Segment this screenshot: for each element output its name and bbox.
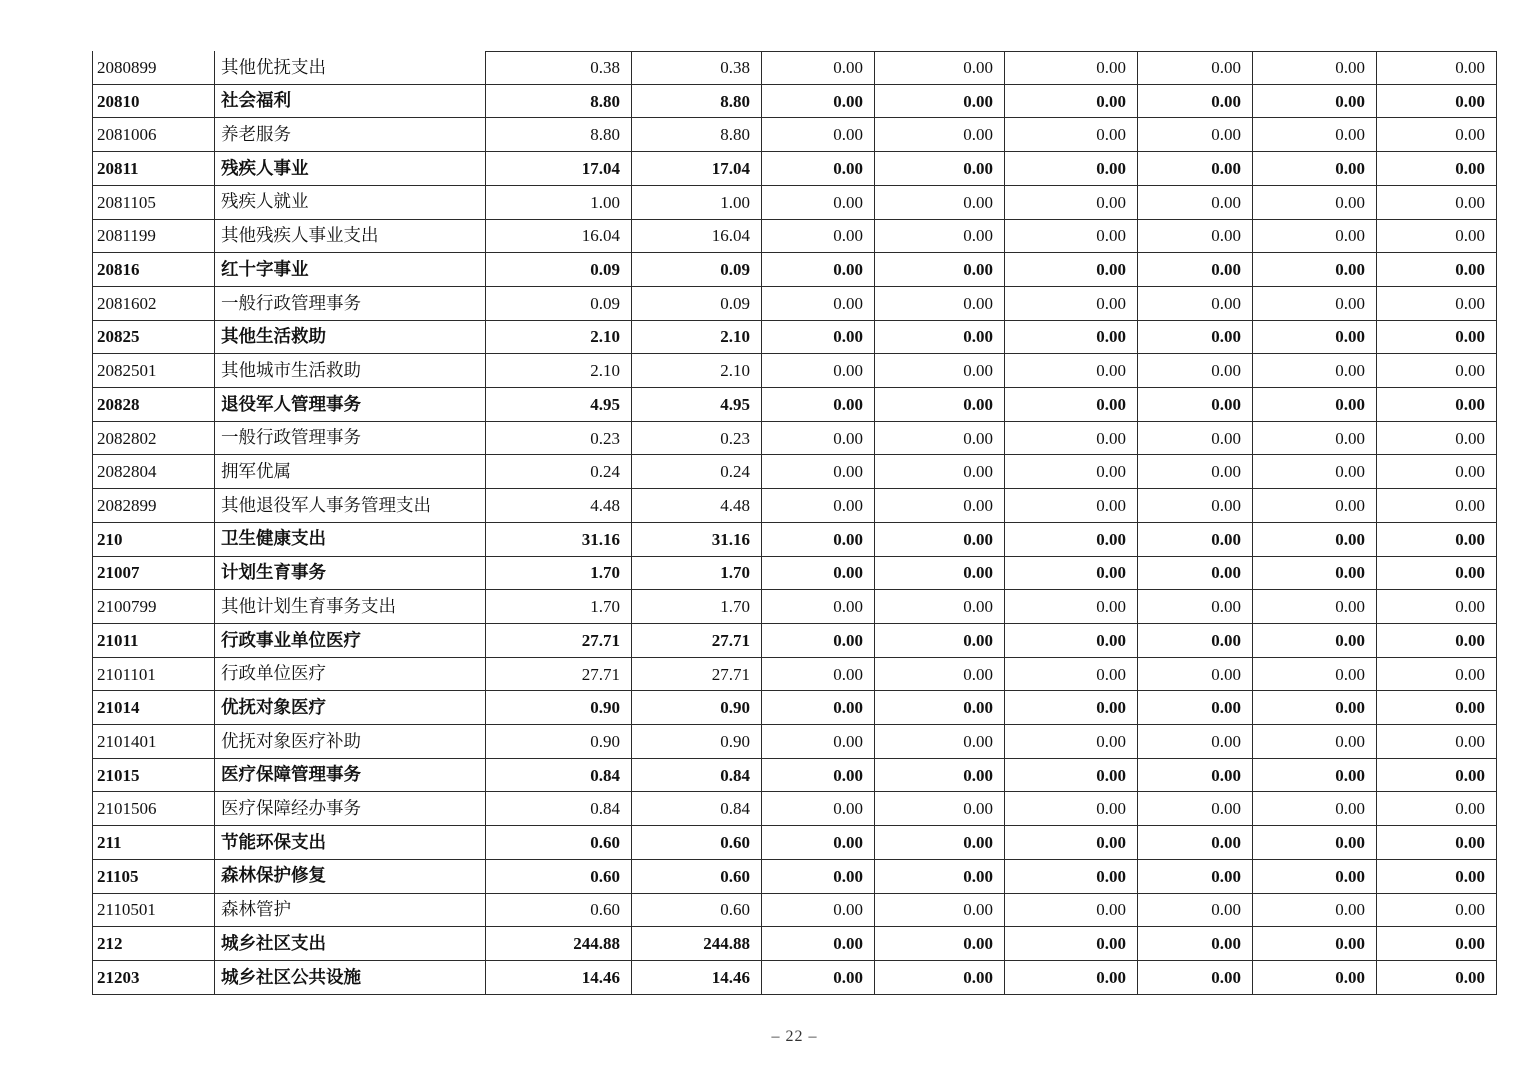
- row-value: 0.00: [762, 759, 875, 793]
- row-value: 0.84: [632, 792, 762, 826]
- row-value: 0.00: [875, 759, 1005, 793]
- row-value: 17.04: [632, 152, 762, 186]
- row-value: 0.00: [875, 51, 1005, 85]
- row-value: 0.00: [1377, 186, 1497, 220]
- row-value: 27.71: [486, 624, 632, 658]
- row-value: 0.00: [1138, 85, 1253, 119]
- row-value: 0.24: [632, 455, 762, 489]
- row-value: 0.00: [762, 961, 875, 995]
- row-value: 0.00: [1253, 927, 1377, 961]
- row-value: 0.00: [1005, 85, 1138, 119]
- row-name: 行政单位医疗: [215, 658, 486, 692]
- row-value: 0.00: [1138, 388, 1253, 422]
- row-value: 0.00: [1377, 725, 1497, 759]
- row-value: 0.00: [1377, 860, 1497, 894]
- row-value: 0.00: [1377, 220, 1497, 254]
- row-code: 2080899: [92, 51, 215, 85]
- row-value: 0.00: [875, 422, 1005, 456]
- row-name: 一般行政管理事务: [215, 287, 486, 321]
- row-value: 0.00: [875, 287, 1005, 321]
- row-value: 0.00: [875, 961, 1005, 995]
- row-value: 0.00: [762, 927, 875, 961]
- row-code: 2101401: [92, 725, 215, 759]
- row-value: 14.46: [632, 961, 762, 995]
- row-value: 0.00: [1253, 220, 1377, 254]
- row-code: 21011: [92, 624, 215, 658]
- row-name: 其他城市生活救助: [215, 354, 486, 388]
- row-value: 0.00: [1138, 51, 1253, 85]
- row-value: 0.00: [1377, 152, 1497, 186]
- row-value: 0.00: [875, 85, 1005, 119]
- row-value: 0.60: [486, 894, 632, 928]
- row-value: 0.00: [1138, 725, 1253, 759]
- row-name: 其他优抚支出: [215, 51, 486, 85]
- row-value: 0.00: [875, 590, 1005, 624]
- row-value: 0.60: [632, 826, 762, 860]
- row-value: 31.16: [486, 523, 632, 557]
- row-value: 16.04: [486, 220, 632, 254]
- row-value: 0.00: [1253, 860, 1377, 894]
- row-value: 0.00: [875, 118, 1005, 152]
- row-value: 0.00: [1253, 523, 1377, 557]
- row-name: 优抚对象医疗补助: [215, 725, 486, 759]
- row-code: 21105: [92, 860, 215, 894]
- row-value: 0.00: [1138, 759, 1253, 793]
- row-value: 16.04: [632, 220, 762, 254]
- row-value: 0.00: [875, 826, 1005, 860]
- row-value: 0.38: [632, 51, 762, 85]
- row-value: 0.00: [875, 186, 1005, 220]
- row-value: 0.90: [486, 725, 632, 759]
- row-code: 2082899: [92, 489, 215, 523]
- row-value: 0.00: [875, 725, 1005, 759]
- row-value: 0.00: [1253, 624, 1377, 658]
- row-value: 0.00: [1138, 455, 1253, 489]
- row-value: 0.00: [762, 220, 875, 254]
- row-value: 0.00: [762, 557, 875, 591]
- row-value: 0.00: [1253, 759, 1377, 793]
- row-value: 0.00: [1253, 658, 1377, 692]
- row-value: 0.00: [875, 455, 1005, 489]
- row-value: 0.00: [1138, 186, 1253, 220]
- row-value: 0.00: [1377, 590, 1497, 624]
- row-value: 0.00: [875, 388, 1005, 422]
- row-code: 2081602: [92, 287, 215, 321]
- row-value: 0.00: [1253, 118, 1377, 152]
- row-name: 行政事业单位医疗: [215, 624, 486, 658]
- row-code: 2081006: [92, 118, 215, 152]
- row-value: 0.00: [875, 489, 1005, 523]
- row-value: 1.70: [632, 590, 762, 624]
- row-value: 0.00: [762, 388, 875, 422]
- row-value: 0.00: [762, 354, 875, 388]
- row-value: 0.00: [762, 691, 875, 725]
- row-value: 0.00: [1005, 118, 1138, 152]
- row-code: 20828: [92, 388, 215, 422]
- row-name: 森林保护修复: [215, 860, 486, 894]
- row-value: 0.00: [1377, 658, 1497, 692]
- row-value: 0.00: [1377, 624, 1497, 658]
- row-value: 0.00: [1377, 455, 1497, 489]
- row-value: 0.00: [875, 557, 1005, 591]
- row-name: 城乡社区公共设施: [215, 961, 486, 995]
- row-value: 0.00: [875, 860, 1005, 894]
- row-value: 0.00: [1253, 792, 1377, 826]
- row-value: 0.00: [1138, 557, 1253, 591]
- row-name: 残疾人就业: [215, 186, 486, 220]
- row-value: 0.00: [1138, 927, 1253, 961]
- row-value: 8.80: [486, 85, 632, 119]
- row-value: 0.00: [1138, 624, 1253, 658]
- row-value: 0.00: [1138, 422, 1253, 456]
- row-name: 医疗保障管理事务: [215, 759, 486, 793]
- row-value: 0.60: [486, 826, 632, 860]
- row-value: 0.00: [1005, 354, 1138, 388]
- row-value: 0.00: [762, 152, 875, 186]
- row-value: 0.00: [1377, 287, 1497, 321]
- row-value: 0.00: [1005, 422, 1138, 456]
- row-code: 20810: [92, 85, 215, 119]
- row-code: 2081105: [92, 186, 215, 220]
- row-value: 0.90: [632, 691, 762, 725]
- row-value: 0.00: [1005, 455, 1138, 489]
- row-value: 0.00: [1253, 85, 1377, 119]
- row-value: 0.09: [486, 287, 632, 321]
- row-value: 0.00: [762, 658, 875, 692]
- row-value: 0.00: [1377, 557, 1497, 591]
- row-value: 2.10: [486, 321, 632, 355]
- row-value: 0.00: [1377, 85, 1497, 119]
- row-value: 0.00: [1253, 388, 1377, 422]
- row-name: 养老服务: [215, 118, 486, 152]
- row-value: 1.70: [632, 557, 762, 591]
- row-value: 0.00: [1005, 523, 1138, 557]
- row-value: 0.00: [875, 321, 1005, 355]
- row-name: 其他计划生育事务支出: [215, 590, 486, 624]
- row-value: 244.88: [632, 927, 762, 961]
- row-value: 0.38: [486, 51, 632, 85]
- row-value: 0.00: [875, 354, 1005, 388]
- row-value: 0.00: [1005, 557, 1138, 591]
- row-value: 0.00: [762, 826, 875, 860]
- row-value: 0.00: [1253, 590, 1377, 624]
- row-value: 0.00: [1005, 220, 1138, 254]
- row-name: 森林管护: [215, 894, 486, 928]
- row-name: 其他生活救助: [215, 321, 486, 355]
- row-value: 0.00: [1138, 860, 1253, 894]
- row-name: 一般行政管理事务: [215, 422, 486, 456]
- row-value: 4.48: [632, 489, 762, 523]
- row-code: 20816: [92, 253, 215, 287]
- row-value: 0.00: [1005, 152, 1138, 186]
- row-value: 0.00: [875, 894, 1005, 928]
- row-value: 0.00: [1005, 51, 1138, 85]
- row-value: 8.80: [632, 85, 762, 119]
- row-value: 0.00: [1138, 118, 1253, 152]
- page-number: – 22 –: [771, 1028, 818, 1045]
- row-value: 14.46: [486, 961, 632, 995]
- row-value: 0.00: [1005, 691, 1138, 725]
- row-value: 0.00: [1253, 253, 1377, 287]
- row-value: 0.00: [1138, 321, 1253, 355]
- row-value: 0.00: [762, 186, 875, 220]
- row-value: 0.00: [1377, 253, 1497, 287]
- row-value: 0.00: [762, 455, 875, 489]
- row-value: 0.84: [486, 792, 632, 826]
- row-code: 2101101: [92, 658, 215, 692]
- row-value: 0.00: [1377, 321, 1497, 355]
- row-value: 0.00: [1253, 51, 1377, 85]
- row-code: 2082804: [92, 455, 215, 489]
- row-value: 0.23: [632, 422, 762, 456]
- row-value: 0.00: [1005, 759, 1138, 793]
- row-value: 0.60: [632, 860, 762, 894]
- row-value: 0.00: [1138, 590, 1253, 624]
- row-value: 0.00: [1005, 658, 1138, 692]
- row-value: 0.00: [1253, 725, 1377, 759]
- row-value: 0.09: [486, 253, 632, 287]
- row-value: 0.00: [1138, 489, 1253, 523]
- row-value: 0.00: [762, 118, 875, 152]
- row-value: 0.00: [1005, 792, 1138, 826]
- row-value: 0.00: [875, 624, 1005, 658]
- row-code: 210: [92, 523, 215, 557]
- row-value: 0.00: [1138, 826, 1253, 860]
- row-value: 0.00: [875, 152, 1005, 186]
- row-name: 节能环保支出: [215, 826, 486, 860]
- row-value: 17.04: [486, 152, 632, 186]
- row-name: 其他残疾人事业支出: [215, 220, 486, 254]
- row-value: 0.00: [1253, 489, 1377, 523]
- row-value: 0.00: [1253, 894, 1377, 928]
- row-value: 0.00: [875, 927, 1005, 961]
- row-value: 4.95: [486, 388, 632, 422]
- row-value: 0.00: [1005, 287, 1138, 321]
- row-name: 医疗保障经办事务: [215, 792, 486, 826]
- row-value: 0.00: [762, 253, 875, 287]
- row-value: 1.70: [486, 590, 632, 624]
- row-value: 0.00: [762, 489, 875, 523]
- row-value: 31.16: [632, 523, 762, 557]
- row-value: 0.00: [1377, 354, 1497, 388]
- budget-table: [92, 51, 1497, 995]
- row-code: 2081199: [92, 220, 215, 254]
- row-value: 0.00: [1377, 961, 1497, 995]
- row-code: 21015: [92, 759, 215, 793]
- row-value: 0.00: [1138, 253, 1253, 287]
- row-value: 0.00: [762, 792, 875, 826]
- row-value: 0.00: [762, 590, 875, 624]
- row-value: 0.00: [1138, 152, 1253, 186]
- row-value: 0.00: [762, 523, 875, 557]
- row-value: 2.10: [632, 354, 762, 388]
- row-name: 残疾人事业: [215, 152, 486, 186]
- row-value: 0.00: [1005, 927, 1138, 961]
- row-value: 0.00: [762, 624, 875, 658]
- row-value: 8.80: [486, 118, 632, 152]
- row-value: 0.00: [1377, 691, 1497, 725]
- row-value: 0.00: [1005, 388, 1138, 422]
- row-value: 0.00: [1253, 422, 1377, 456]
- row-name: 拥军优属: [215, 455, 486, 489]
- row-name: 红十字事业: [215, 253, 486, 287]
- row-value: 0.84: [486, 759, 632, 793]
- row-code: 21203: [92, 961, 215, 995]
- row-value: 0.90: [486, 691, 632, 725]
- row-value: 0.00: [1377, 894, 1497, 928]
- row-code: 2110501: [92, 894, 215, 928]
- row-value: 0.00: [1005, 725, 1138, 759]
- row-value: 0.00: [1005, 253, 1138, 287]
- row-value: 0.00: [1138, 287, 1253, 321]
- row-value: 1.00: [486, 186, 632, 220]
- row-name: 优抚对象医疗: [215, 691, 486, 725]
- row-value: 0.00: [762, 725, 875, 759]
- row-value: 0.00: [1253, 691, 1377, 725]
- row-value: 0.00: [1377, 826, 1497, 860]
- row-name: 城乡社区支出: [215, 927, 486, 961]
- row-value: 0.00: [875, 220, 1005, 254]
- row-value: 0.00: [1377, 51, 1497, 85]
- row-value: 0.00: [1138, 691, 1253, 725]
- row-value: 0.00: [762, 51, 875, 85]
- row-value: 0.00: [1253, 321, 1377, 355]
- row-value: 0.00: [1377, 927, 1497, 961]
- row-value: 2.10: [486, 354, 632, 388]
- row-code: 212: [92, 927, 215, 961]
- row-value: 27.71: [486, 658, 632, 692]
- row-value: 8.80: [632, 118, 762, 152]
- row-value: 0.00: [1253, 287, 1377, 321]
- row-value: 1.70: [486, 557, 632, 591]
- row-value: 0.00: [1005, 489, 1138, 523]
- row-value: 0.00: [875, 658, 1005, 692]
- row-value: 0.00: [1253, 455, 1377, 489]
- row-value: 0.00: [762, 287, 875, 321]
- row-name: 卫生健康支出: [215, 523, 486, 557]
- row-value: 0.00: [875, 253, 1005, 287]
- row-value: 0.00: [1005, 590, 1138, 624]
- row-code: 211: [92, 826, 215, 860]
- row-value: 0.00: [1005, 860, 1138, 894]
- row-value: 0.00: [1253, 152, 1377, 186]
- row-value: 0.00: [1377, 489, 1497, 523]
- row-value: 0.00: [762, 85, 875, 119]
- row-value: 0.00: [1138, 354, 1253, 388]
- row-value: 2.10: [632, 321, 762, 355]
- row-value: 0.00: [762, 422, 875, 456]
- row-value: 244.88: [486, 927, 632, 961]
- row-value: 0.00: [1005, 894, 1138, 928]
- row-name: 退役军人管理事务: [215, 388, 486, 422]
- row-name: 计划生育事务: [215, 557, 486, 591]
- row-name: 社会福利: [215, 85, 486, 119]
- row-value: 0.00: [1377, 759, 1497, 793]
- row-value: 4.95: [632, 388, 762, 422]
- row-value: 1.00: [632, 186, 762, 220]
- row-code: 2101506: [92, 792, 215, 826]
- row-value: 0.00: [1253, 557, 1377, 591]
- row-value: 0.00: [1377, 118, 1497, 152]
- row-value: 0.00: [1253, 961, 1377, 995]
- row-value: 0.00: [1138, 523, 1253, 557]
- row-value: 0.00: [1377, 388, 1497, 422]
- row-code: 2082501: [92, 354, 215, 388]
- row-value: 0.60: [486, 860, 632, 894]
- row-code: 2082802: [92, 422, 215, 456]
- row-value: 0.00: [1138, 220, 1253, 254]
- row-value: 0.24: [486, 455, 632, 489]
- row-value: 0.00: [1138, 792, 1253, 826]
- row-value: 27.71: [632, 658, 762, 692]
- row-value: 0.00: [875, 792, 1005, 826]
- row-code: 21014: [92, 691, 215, 725]
- row-code: 2100799: [92, 590, 215, 624]
- row-value: 0.00: [1138, 658, 1253, 692]
- row-value: 0.00: [1253, 354, 1377, 388]
- row-value: 0.00: [1138, 961, 1253, 995]
- row-value: 0.00: [1138, 894, 1253, 928]
- row-value: 0.00: [1377, 792, 1497, 826]
- row-code: 20825: [92, 321, 215, 355]
- row-name: 其他退役军人事务管理支出: [215, 489, 486, 523]
- row-value: 27.71: [632, 624, 762, 658]
- row-value: 0.00: [1005, 624, 1138, 658]
- row-value: 0.00: [762, 894, 875, 928]
- row-value: 0.00: [875, 691, 1005, 725]
- row-value: 0.00: [1377, 422, 1497, 456]
- row-value: 0.84: [632, 759, 762, 793]
- row-value: 0.23: [486, 422, 632, 456]
- row-value: 0.90: [632, 725, 762, 759]
- row-value: 0.00: [1005, 961, 1138, 995]
- row-value: 0.00: [762, 321, 875, 355]
- row-value: 4.48: [486, 489, 632, 523]
- row-value: 0.00: [1005, 321, 1138, 355]
- row-value: 0.00: [1253, 826, 1377, 860]
- row-value: 0.00: [762, 860, 875, 894]
- row-code: 20811: [92, 152, 215, 186]
- row-value: 0.60: [632, 894, 762, 928]
- row-code: 21007: [92, 557, 215, 591]
- row-value: 0.00: [1377, 523, 1497, 557]
- row-value: 0.09: [632, 287, 762, 321]
- row-value: 0.09: [632, 253, 762, 287]
- row-value: 0.00: [875, 523, 1005, 557]
- row-value: 0.00: [1005, 186, 1138, 220]
- row-value: 0.00: [1253, 186, 1377, 220]
- row-value: 0.00: [1005, 826, 1138, 860]
